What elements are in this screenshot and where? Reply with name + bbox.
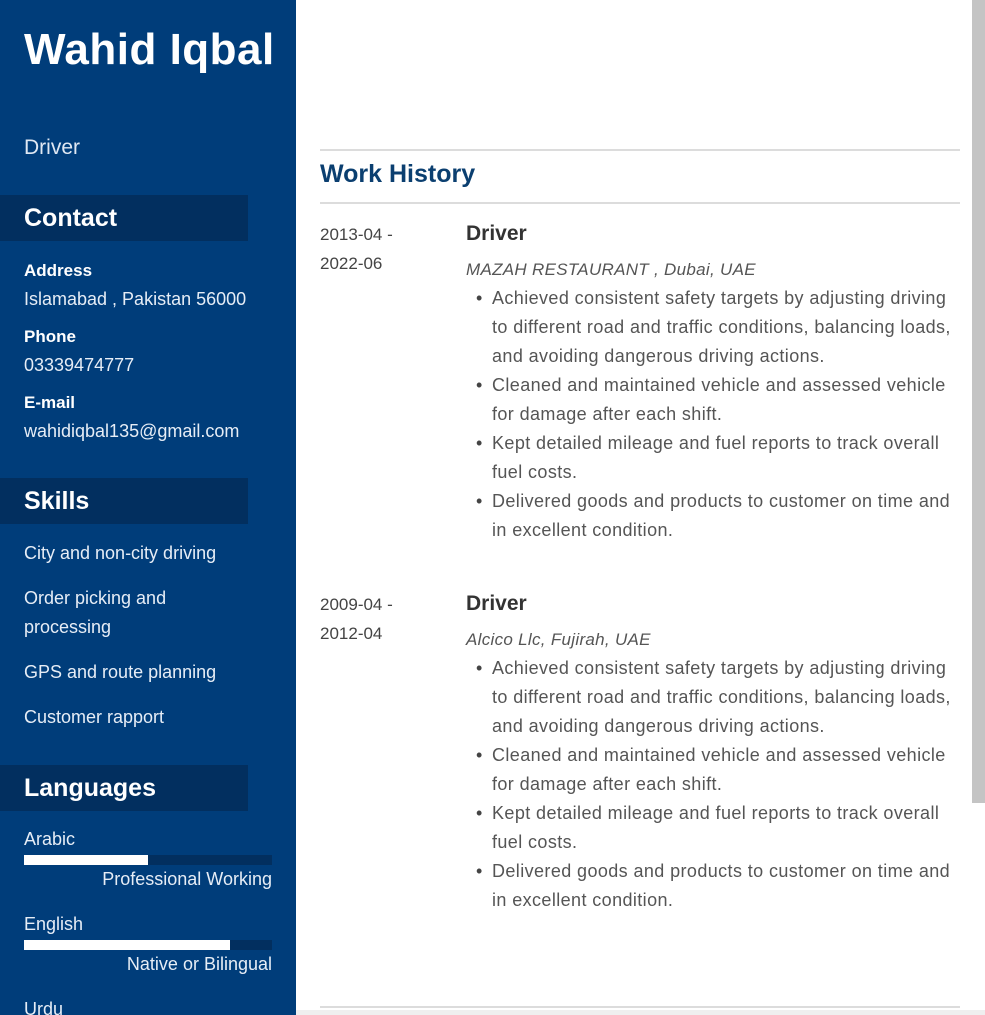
skills-heading: Skills [0, 478, 248, 524]
job-dates: 2013-04 - 2022-06 [320, 225, 393, 273]
language-level: Professional Working [102, 869, 272, 889]
language-proficiency-bar [24, 940, 272, 950]
phone-label: Phone [24, 327, 76, 346]
email-value: wahidiqbal135@gmail.com [24, 421, 240, 441]
job-bullet: • Achieved consistent safety targets by adjusting driving to different road and traffic conditions, balancing loads, and avoiding dangerous driving actions. [466, 284, 956, 371]
email-label: E-mail [24, 393, 76, 412]
job-title: Driver [466, 592, 527, 615]
job-bullet: • Achieved consistent safety targets by adjusting driving to different road and traffic conditions, balancing loads, and avoiding dangerous driving actions. [466, 654, 956, 741]
job-bullet: • Kept detailed mileage and fuel reports to track overall fuel costs. [466, 799, 956, 857]
contact-heading: Contact [0, 195, 248, 241]
skill-item: City and non-city driving [24, 543, 217, 563]
language-name: Arabic [24, 829, 76, 849]
job-company: Alcico Llc, Fujirah, UAE [466, 630, 651, 649]
resume-sidebar [0, 0, 296, 1015]
language-proficiency-fill [24, 940, 230, 950]
address-label: Address [24, 261, 93, 280]
job-bullet: • Delivered goods and products to customer on time and in excellent condition. [466, 487, 956, 545]
language-name: Urdu [24, 999, 64, 1015]
job-bullet: • Kept detailed mileage and fuel reports to track overall fuel costs. [466, 429, 956, 487]
phone-value: 03339474777 [24, 355, 135, 375]
job-title: Driver [466, 222, 527, 245]
candidate-title: Driver [24, 136, 80, 159]
candidate-name: Wahid Iqbal [24, 25, 275, 74]
work-history-heading: Work History [320, 160, 476, 188]
job-bullet: • Cleaned and maintained vehicle and assessed vehicle for damage after each shift. [466, 741, 956, 799]
skill-item: Customer rapport [24, 707, 165, 727]
language-proficiency-fill [24, 855, 148, 865]
skill-item: Order picking and processing [24, 588, 167, 637]
job-bullet-list [466, 284, 956, 545]
job-bullet: • Delivered goods and products to customer on time and in excellent condition. [466, 857, 956, 915]
job-bullet-list [466, 654, 956, 915]
address-value: Islamabad , Pakistan 56000 [24, 289, 247, 309]
language-level: Native or Bilingual [126, 954, 272, 974]
section-divider [320, 1006, 960, 1008]
language-name: English [24, 914, 84, 934]
section-divider [320, 149, 960, 151]
languages-heading: Languages [0, 765, 248, 811]
vertical-scrollbar[interactable] [972, 0, 985, 803]
language-proficiency-bar [24, 855, 272, 865]
resume-main [320, 0, 960, 1015]
job-company: MAZAH RESTAURANT , Dubai, UAE [466, 260, 756, 279]
section-divider [320, 202, 960, 204]
skill-item: GPS and route planning [24, 662, 217, 682]
page-bottom-edge [296, 1010, 985, 1015]
job-dates: 2009-04 - 2012-04 [320, 595, 393, 643]
job-bullet: • Cleaned and maintained vehicle and assessed vehicle for damage after each shift. [466, 371, 956, 429]
